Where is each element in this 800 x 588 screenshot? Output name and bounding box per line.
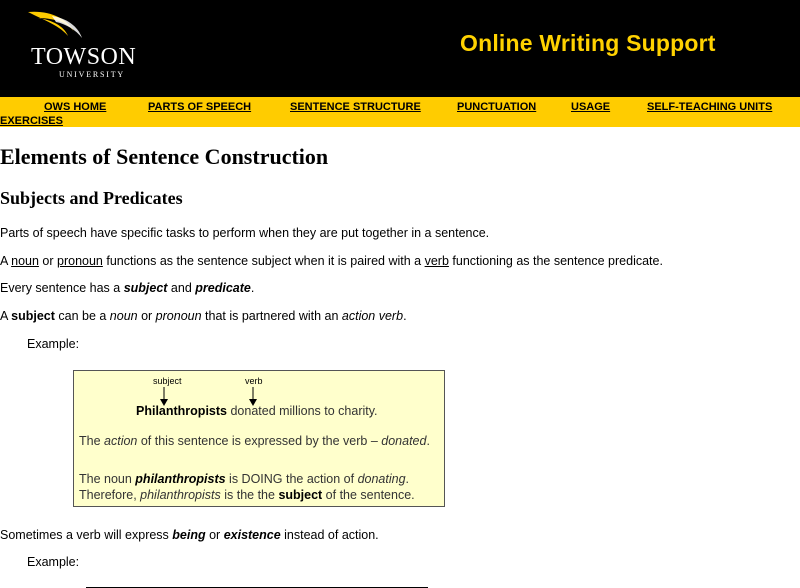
nav-usage[interactable]: USAGE	[571, 101, 611, 113]
text: can be a	[54, 309, 110, 323]
text: .	[426, 434, 430, 448]
paragraph-1: Parts of speech have specific tasks to perform when they are put together in a sentence.	[0, 226, 490, 240]
term-donated: donated	[381, 434, 427, 448]
paragraph-5	[0, 528, 379, 542]
explanation-line-3	[79, 488, 415, 502]
verb-label: verb	[245, 376, 263, 386]
text: and	[167, 281, 196, 295]
text: of this sentence is expressed by the verb –	[137, 434, 382, 448]
term-donating: donating	[357, 472, 406, 486]
text: is the the	[220, 488, 279, 502]
text: or	[205, 528, 224, 542]
nav-parts-of-speech[interactable]: PARTS OF SPEECH	[148, 101, 252, 113]
example-sentence	[136, 404, 378, 418]
nav-punctuation[interactable]: PUNCTUATION	[457, 101, 537, 113]
paragraph-2	[0, 254, 663, 268]
page-subtitle: Subjects and Predicates	[0, 188, 183, 208]
example-label: Example:	[27, 337, 80, 351]
text: that is partnered with an	[201, 309, 342, 323]
text: Sometimes a verb will express	[0, 528, 173, 542]
text: .	[250, 281, 255, 295]
pronoun-link[interactable]: pronoun	[57, 254, 103, 268]
text: functions as the sentence subject when it is paired with a	[102, 254, 425, 268]
verb-link[interactable]: verb	[424, 254, 449, 268]
term-pronoun: pronoun	[155, 309, 202, 323]
term-subject: subject	[278, 488, 323, 502]
explanation-line-2	[79, 472, 409, 486]
sentence-rest: donated millions to charity.	[226, 404, 378, 418]
text: .	[403, 309, 407, 323]
explanation-line-1	[79, 434, 430, 448]
example-box	[73, 370, 445, 507]
text: The noun	[79, 472, 136, 486]
nav-ows-home[interactable]: OWS HOME	[44, 101, 107, 113]
paragraph-4	[0, 309, 407, 323]
term-being: being	[172, 528, 206, 542]
term-existence: existence	[223, 528, 281, 542]
term-action: action	[104, 434, 138, 448]
term-philanthropists: philanthropists	[135, 472, 226, 486]
text: of the sentence.	[322, 488, 415, 502]
example-label-2: Example:	[27, 555, 80, 569]
term-predicate: predicate	[195, 281, 251, 295]
term-philanthropists: philanthropists	[140, 488, 221, 502]
term-noun: noun	[109, 309, 138, 323]
text: A	[0, 309, 12, 323]
nav-exercises[interactable]: EXERCISES	[0, 115, 63, 127]
text: Every sentence has a	[0, 281, 124, 295]
towson-logo[interactable]	[22, 6, 152, 84]
text: is DOING the action of	[225, 472, 358, 486]
term-subject: subject	[11, 309, 55, 323]
page-title: Elements of Sentence Construction	[0, 144, 329, 169]
sentence-subject: Philanthropists	[136, 404, 227, 418]
text: or	[38, 254, 57, 268]
noun-link[interactable]: noun	[11, 254, 39, 268]
term-subject: subject	[123, 281, 168, 295]
main-nav	[0, 97, 800, 127]
text: instead of action.	[280, 528, 379, 542]
logo-name: TOWSON	[31, 44, 137, 70]
site-title: Online Writing Support	[460, 30, 716, 56]
text: The	[79, 434, 105, 448]
nav-sentence-structure[interactable]: SENTENCE STRUCTURE	[290, 101, 421, 113]
text: functioning as the sentence predicate.	[448, 254, 663, 268]
logo-sub: UNIVERSITY	[59, 70, 125, 79]
term-action-verb: action verb	[341, 309, 404, 323]
text: Therefore,	[79, 488, 141, 502]
text: A	[0, 254, 12, 268]
text: or	[137, 309, 156, 323]
site-header	[0, 0, 800, 97]
subject-label: subject	[153, 376, 182, 386]
paragraph-3	[0, 281, 254, 295]
nav-self-teaching-units[interactable]: SELF-TEACHING UNITS	[647, 101, 773, 113]
text: .	[405, 472, 410, 486]
